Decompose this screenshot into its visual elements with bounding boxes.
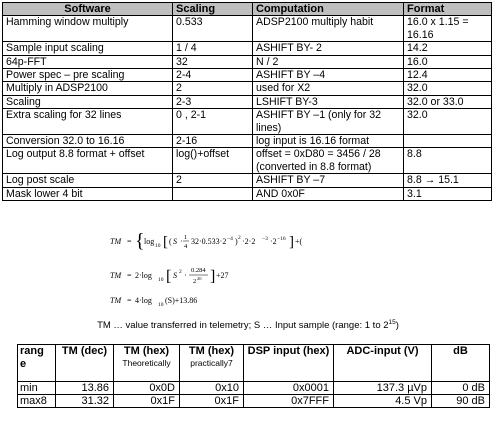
svg-text:]: ] (289, 234, 294, 250)
header-scaling: Scaling (173, 3, 253, 16)
table-row (3, 69, 492, 82)
table-row (18, 395, 490, 408)
cell-format: 3.1 (404, 187, 492, 200)
range-header-main: ADC-input (V) (346, 345, 419, 357)
cell-format: 14.2 (404, 42, 492, 55)
cell-computation: log input is 16.16 format (253, 135, 404, 148)
cell-tm_hex_prac: 0x1F (180, 395, 244, 408)
svg-text:): ) (235, 237, 238, 246)
eq2-frac-den: 2 (193, 278, 197, 285)
eq1-log: log (144, 237, 155, 246)
cell-db: 90 dB (432, 395, 490, 408)
eq2-s: S (173, 271, 177, 280)
cell-scaling: 2-4 (173, 69, 253, 82)
cell-format: 8.8 (404, 148, 492, 174)
svg-text:(: ( (169, 237, 172, 246)
eq1-s: S (173, 237, 177, 246)
range-header-3 (180, 345, 244, 382)
table-row (3, 148, 492, 174)
cell-software: Log post scale (3, 174, 173, 187)
eq1-lhs: TM (110, 237, 122, 246)
eq3-lhs: TM (110, 296, 122, 305)
eq2-base: 10 (158, 277, 164, 283)
table-row (3, 109, 492, 135)
table-row (3, 95, 492, 108)
equation-2 (110, 267, 229, 285)
cell-scaling: 2 (173, 174, 253, 187)
cell-computation: LSHIFT BY-3 (253, 95, 404, 108)
cell-software: Extra scaling for 32 lines (3, 109, 173, 135)
cell-computation: AND 0x0F (253, 187, 404, 200)
svg-text:·: · (180, 237, 183, 246)
cell-dsp: 0x7FFF (244, 395, 334, 408)
cell-scaling: 32 (173, 55, 253, 68)
cell-software: Mask lower 4 bit (3, 187, 173, 200)
eq3-base: 10 (158, 302, 164, 308)
cell-software: Multiply in ADSP2100 (3, 82, 173, 95)
eq1-exp4: −4 (227, 236, 233, 242)
svg-text:{: { (135, 230, 145, 252)
range-header-1 (56, 345, 114, 382)
note-text: TM … value transferred in telemetry; S … Input sample (range: 1 to 2 (97, 320, 389, 332)
header-computation: Computation (253, 3, 404, 16)
cell-format: 16.0 (404, 55, 492, 68)
eq2-tail: +27 (216, 271, 229, 280)
cell-computation: ASHIFT BY –1 (only for 32 lines) (253, 109, 404, 135)
range-header-2 (114, 345, 180, 382)
cell-software: Scaling (3, 95, 173, 108)
cell-format: 16.0 x 1.15 = 16.16 (404, 16, 492, 42)
eq1-body3: ·2 (270, 237, 277, 246)
range-header-sub: practically7 (190, 358, 233, 368)
eq3-rhs: 4·log (135, 296, 152, 305)
cell-tm_hex_theo: 0x1F (114, 395, 180, 408)
svg-text:=: = (127, 271, 132, 280)
cell-dsp: 0x0001 (244, 382, 334, 395)
eq1-exp3: −3 (262, 236, 268, 242)
cell-computation: ASHIFT BY –7 (253, 174, 404, 187)
range-header-main: TM (hex) (188, 345, 235, 357)
eq1-body2: ·2·2 (242, 237, 256, 246)
range-table-header (18, 345, 490, 382)
range-header-main: TM (dec) (61, 345, 108, 357)
cell-computation: offset = 0xD80 = 3456 / 28 (converted in 8.8 format) (253, 148, 404, 174)
range-header-6 (432, 345, 490, 382)
eq2-frac-num: 0.284 (191, 267, 206, 274)
cell-tm_hex_prac: 0x10 (180, 382, 244, 395)
cell-scaling: 0.533 (173, 16, 253, 42)
cell-computation: used for X2 (253, 82, 404, 95)
table-row (3, 82, 492, 95)
equation-1 (110, 230, 303, 252)
table-row (3, 135, 492, 148)
cell-scaling: 2-16 (173, 135, 253, 148)
cell-computation: ADSP2100 multiply habit (253, 16, 404, 42)
table-row (3, 55, 492, 68)
cell-format: 32.0 (404, 109, 492, 135)
eq1-exp16: −16 (277, 236, 286, 242)
cell-range: min (18, 382, 56, 395)
eq1-tail: +( (295, 237, 303, 246)
eq3-arg: (S)+13.86 (165, 296, 198, 305)
eq1-quarter-num: 1 (184, 234, 188, 241)
scaling-table (2, 2, 492, 201)
cell-scaling: 2-3 (173, 95, 253, 108)
equations (110, 230, 350, 310)
range-header-sub: Theoretically (122, 358, 171, 368)
range-table (17, 344, 490, 408)
eq1-quarter-den: 4 (184, 243, 188, 250)
cell-software: 64p-FFT (3, 55, 173, 68)
eq2-coef: 2·log (135, 271, 152, 280)
svg-text:=: = (127, 237, 132, 246)
cell-software: Conversion 32.0 to 16.16 (3, 135, 173, 148)
cell-tm_dec: 31.32 (56, 395, 114, 408)
eq1-body: 32·0.533·2 (191, 237, 227, 246)
table-row (3, 42, 492, 55)
range-header-0 (18, 345, 56, 382)
eq2-frac-den-exp: 20 (197, 276, 202, 281)
table-row (3, 174, 492, 187)
range-header-main: DSP input (hex) (247, 345, 330, 357)
table-header-row (3, 3, 492, 16)
cell-computation: ASHIFT BY –4 (253, 69, 404, 82)
cell-scaling: 2 (173, 82, 253, 95)
cell-scaling: log()+offset (173, 148, 253, 174)
cell-software: Power spec – pre scaling (3, 69, 173, 82)
cell-format: 32.0 (404, 82, 492, 95)
cell-format: 12.4 (404, 69, 492, 82)
cell-tm_dec: 13.86 (56, 382, 114, 395)
note-close: ) (395, 320, 399, 332)
cell-adc: 4.5 Vp (334, 395, 432, 408)
svg-text:]: ] (210, 268, 216, 285)
table-row (3, 16, 492, 42)
cell-computation: ASHIFT BY- 2 (253, 42, 404, 55)
range-header-main: dB (453, 345, 468, 357)
svg-text:[: [ (163, 234, 168, 250)
cell-software: Sample input scaling (3, 42, 173, 55)
range-header-4 (244, 345, 334, 382)
cell-scaling: 1 / 4 (173, 42, 253, 55)
cell-format (404, 135, 492, 148)
cell-tm_hex_theo: 0x0D (114, 382, 180, 395)
cell-range: max8 (18, 395, 56, 408)
cell-software: Hamming window multiply (3, 16, 173, 42)
header-software: Software (3, 3, 173, 16)
range-header-main: rang e (20, 345, 44, 370)
eq2-lhs: TM (110, 271, 122, 280)
cell-format: 8.8 → 15.1 (404, 174, 492, 187)
cell-software: Log output 8.8 format + offset (3, 148, 173, 174)
cell-computation: N / 2 (253, 55, 404, 68)
telemetry-note (0, 319, 496, 331)
note-sup: 15 (388, 319, 396, 326)
table-row (18, 382, 490, 395)
range-header-5 (334, 345, 432, 382)
svg-text:·: · (184, 271, 187, 280)
cell-db: 0 dB (432, 382, 490, 395)
cell-scaling: 0 , 2-1 (173, 109, 253, 135)
range-header-main: TM (hex) (123, 345, 170, 357)
eq1-sq: 2 (238, 235, 241, 241)
eq2-sq: 2 (179, 269, 182, 275)
svg-text:[: [ (166, 268, 172, 285)
equation-3 (110, 296, 197, 308)
cell-format: 32.0 or 33.0 (404, 95, 492, 108)
cell-scaling (173, 187, 253, 200)
eq1-base: 10 (155, 243, 161, 249)
table-row (3, 187, 492, 200)
header-format: Format (404, 3, 492, 16)
cell-adc: 137.3 µVp (334, 382, 432, 395)
svg-text:=: = (127, 296, 132, 305)
